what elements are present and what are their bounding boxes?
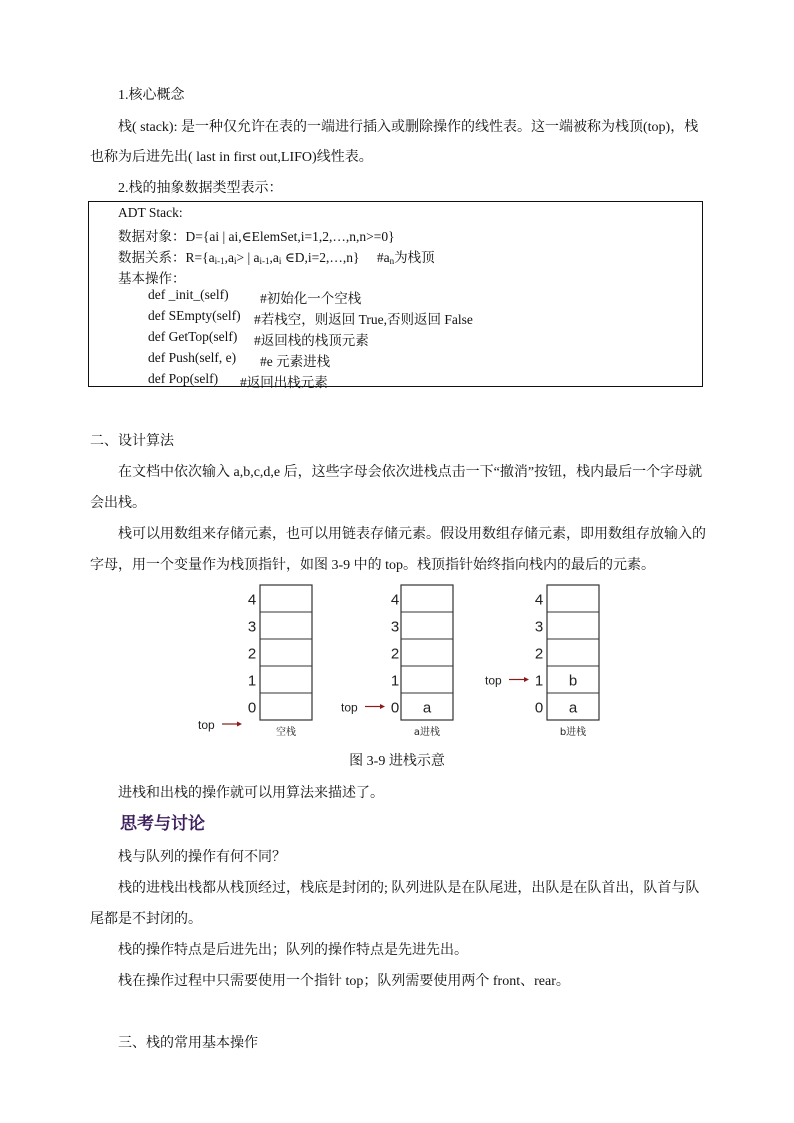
operation-signature: def SEmpty(self) bbox=[148, 308, 241, 323]
algorithm-para-1-line-1: 在文档中依次输入 a,b,c,d,e 后，这些字母会依次进栈点击一下“撤消”按钮，栈内最后一个字母就 bbox=[118, 465, 703, 480]
stack-index-label: 2 bbox=[247, 645, 257, 663]
stack-caption-label: b进栈 bbox=[559, 727, 587, 738]
relation-subscript: i bbox=[278, 256, 282, 266]
top-pointer-arrowhead bbox=[237, 722, 242, 727]
operation-comment: #初始化一个空栈 bbox=[260, 291, 362, 306]
stack-index-label: 4 bbox=[390, 591, 400, 609]
algorithm-para-1-line-2: 会出栈。 bbox=[90, 496, 146, 511]
operation-comment: #若栈空，则返回 True,否则返回 False bbox=[254, 312, 473, 327]
top-pointer-label: top bbox=[485, 673, 502, 688]
stack-index-label: 0 bbox=[247, 699, 257, 717]
stack-caption-label: 空栈 bbox=[276, 727, 296, 738]
relation-text: ,a bbox=[224, 250, 234, 265]
section-1-heading: 1.核心概念 bbox=[118, 88, 185, 103]
stack-cell-value: a bbox=[568, 699, 578, 717]
top-pointer-label: top bbox=[341, 700, 358, 715]
figure-caption: 图 3-9 进栈示意 bbox=[349, 754, 445, 769]
adt-data-object-label: 数据对象： bbox=[118, 229, 186, 244]
stack-index-label: 3 bbox=[534, 618, 544, 636]
operation-comment: #返回出栈元素 bbox=[240, 375, 328, 390]
stack-index-label: 0 bbox=[534, 699, 544, 717]
stack-cell-value: b bbox=[568, 672, 578, 690]
relation-comment-text: 为栈顶 bbox=[394, 250, 435, 265]
operation-comment: #e 元素进栈 bbox=[260, 354, 331, 369]
discussion-question: 栈与队列的操作有何不同？ bbox=[118, 850, 286, 865]
top-pointer-arrowhead bbox=[524, 677, 529, 682]
discussion-answer-1-line-2: 尾都是不封闭的。 bbox=[90, 912, 202, 927]
relation-comment-text: #a bbox=[376, 250, 390, 265]
stack-index-label: 2 bbox=[390, 645, 400, 663]
discussion-heading: 思考与讨论 bbox=[120, 814, 205, 834]
stack-outline bbox=[260, 585, 312, 720]
stack-index-label: 4 bbox=[247, 591, 257, 609]
stack-definition-line-2: 也称为后进先出( last in first out,LIFO)线性表。 bbox=[90, 150, 373, 165]
relation-text: ,a bbox=[269, 250, 279, 265]
stack-caption-label: a进栈 bbox=[413, 727, 441, 738]
adt-operations-label: 基本操作： bbox=[118, 271, 186, 286]
stack-index-label: 2 bbox=[534, 645, 544, 663]
stack-index-label: 4 bbox=[534, 591, 544, 609]
top-pointer-label: top bbox=[198, 718, 215, 732]
adt-title: ADT Stack: bbox=[118, 205, 183, 220]
stack-index-label: 1 bbox=[390, 672, 400, 690]
discussion-answer-3: 栈在操作过程中只需要使用一个指针 top；队列需要使用两个 front、rear。 bbox=[118, 974, 570, 989]
stack-index-label: 1 bbox=[247, 672, 257, 690]
relation-text: > | a bbox=[236, 250, 260, 265]
after-figure-text: 进栈和出栈的操作就可以用算法来描述了。 bbox=[118, 786, 384, 801]
section-2-heading: 二、设计算法 bbox=[90, 434, 174, 449]
relation-text: R={a bbox=[185, 250, 215, 265]
section-3-heading: 三、栈的常用基本操作 bbox=[118, 1036, 258, 1051]
stack-index-label: 3 bbox=[390, 618, 400, 636]
operation-signature: def Pop(self) bbox=[148, 371, 219, 386]
operation-signature: def Push(self, e) bbox=[148, 350, 237, 365]
relation-subscript: i-1 bbox=[214, 256, 225, 266]
operation-signature: def GetTop(self) bbox=[148, 329, 238, 344]
adt-heading: 2.栈的抽象数据类型表示： bbox=[118, 181, 283, 196]
adt-data-object-value: D={ai | ai,∈ElemSet,i=1,2,…,n,n>=0} bbox=[185, 229, 395, 244]
stack-definition-line-1: 栈( stack): 是一种仅允许在表的一端进行插入或删除操作的线性表。这一端被称为栈顶(top)，栈 bbox=[118, 120, 699, 135]
stack-index-label: 0 bbox=[390, 699, 400, 717]
relation-comment-subscript: n bbox=[389, 256, 395, 266]
relation-subscript: i-1 bbox=[259, 256, 270, 266]
operation-signature: def _init_(self) bbox=[148, 287, 229, 302]
relation-text: ∈D,i=2,…,n} bbox=[281, 250, 360, 265]
algorithm-para-2-line-2: 字母，用一个变量作为栈顶指针，如图 3-9 中的 top。栈顶指针始终指向栈内的最后的元素。 bbox=[90, 558, 656, 573]
discussion-answer-2: 栈的操作特点是后进先出；队列的操作特点是先进先出。 bbox=[118, 943, 468, 958]
relation-subscript: i bbox=[233, 256, 237, 266]
top-pointer-arrowhead bbox=[380, 704, 385, 709]
discussion-answer-1-line-1: 栈的进栈出栈都从栈顶经过，栈底是封闭的; 队列进队是在队尾进，出队是在队首出，队首与队 bbox=[118, 881, 700, 896]
algorithm-para-2-line-1: 栈可以用数组来存储元素，也可以用链表存储元素。假设用数组存储元素，即用数组存放输入的 bbox=[118, 527, 706, 542]
stack-cell-value: a bbox=[422, 699, 432, 717]
operation-comment: #返回栈的栈顶元素 bbox=[254, 333, 369, 348]
adt-data-relation-label: 数据关系： bbox=[118, 250, 186, 265]
stack-index-label: 3 bbox=[247, 618, 257, 636]
stack-index-label: 1 bbox=[534, 672, 544, 690]
